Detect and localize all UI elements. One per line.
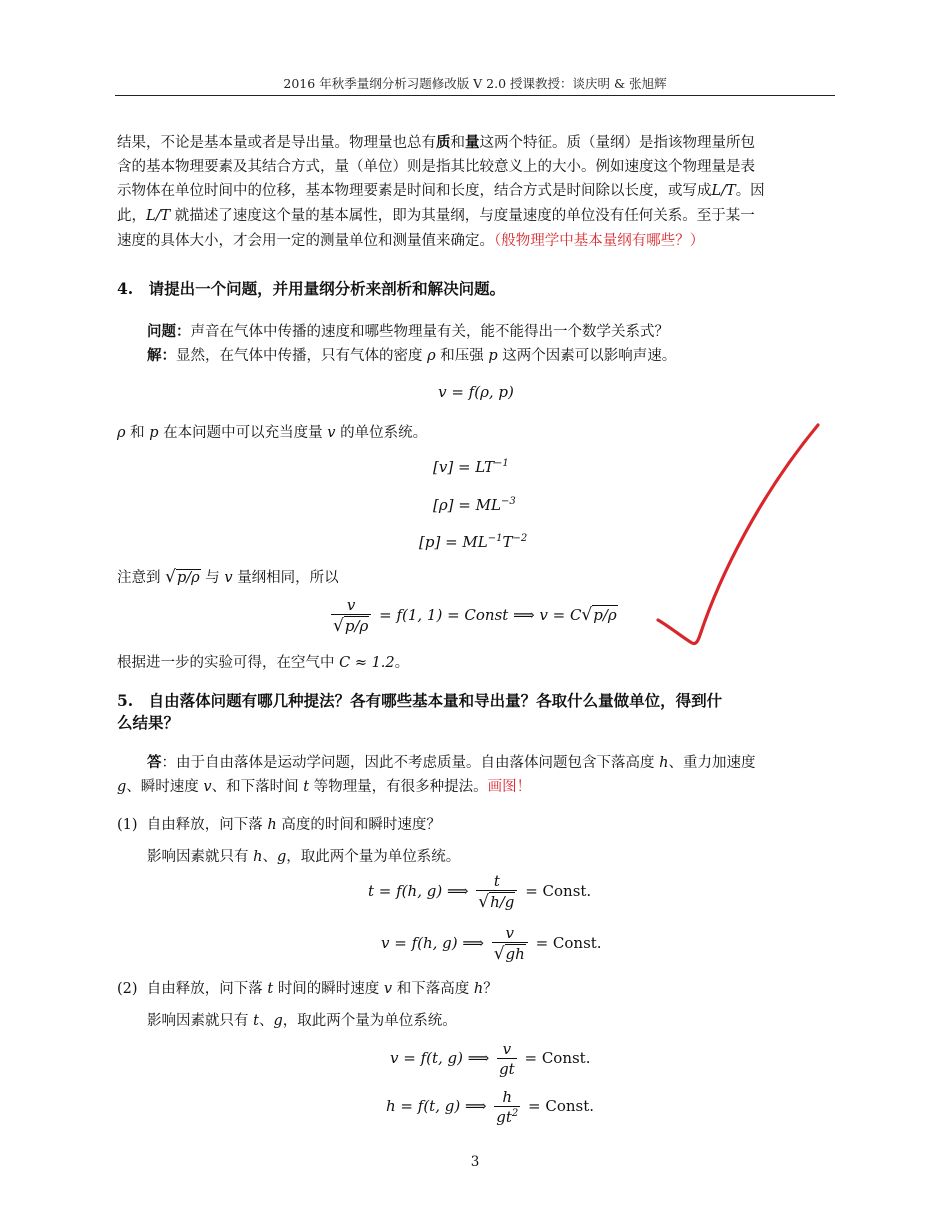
- dimension-v: $[v] = LT^{-1}$: [433, 458, 509, 476]
- item-1-factor-line: 影响因素就只有 h、g，取此两个量为单位系统。: [147, 849, 461, 865]
- dimension-rho: $[\rho] = ML^{-3}$: [433, 496, 516, 514]
- red-annotation-draw-figure: 画图！: [487, 779, 532, 795]
- equation-v-t-g: v = f(t, g) ⟹ $\frac{v}{gt}$ = Const.: [390, 1040, 591, 1078]
- equation-v-h-g: v = f(h, g) ⟹ $\frac{v}{√gh}$ = Const.: [381, 924, 602, 964]
- answer-line-2: g、瞬时速度 v、和下落时间 t 等物理量，有很多种提法。画图！: [117, 779, 532, 795]
- result-line: 根据进一步的实验可得，在空气中 C ≈ 1.2。: [117, 655, 410, 671]
- intro-line-3: 示物体在单位时间中的位移，基本物理要素是时间和长度，结合方式是时间除以长度，或写成L/T。因: [117, 183, 765, 199]
- sqrt-p-over-rho: √p/ρ: [165, 567, 200, 587]
- equation-v-f-rho-p: v = f(ρ, p): [438, 383, 514, 401]
- red-annotation-basic-dimensions: （般物理学中基本量纲有哪些？）: [494, 233, 705, 249]
- intro-line-4: 此，L/T 就描述了速度这个量的基本属性，即为其量纲，与度量速度的单位没有任何关系。至于某一: [117, 208, 755, 224]
- answer-line-1: 答：由于自由落体是运动学问题，因此不考虑质量。自由落体问题包含下落高度 h、重力加速度: [147, 754, 756, 771]
- page-number: 3: [470, 1154, 480, 1170]
- unit-system-line: ρ 和 p 在本问题中可以充当度量 v 的单位系统。: [117, 425, 428, 441]
- question-line: 问题：声音在气体中传播的速度和哪些物理量有关，能不能得出一个数学关系式？: [147, 323, 669, 340]
- intro-line-2: 含的基本物理要素及其结合方式，量（单位）则是指其比较意义上的大小。例如速度这个物理量是表: [117, 159, 755, 175]
- equation-sound-speed: $\frac{v}{√p/\rho}$ = f(1, 1) = Const ⟹ v = C√p/ρ: [333, 596, 617, 636]
- intro-line-1: 结果，不论是基本量或者是导出量。物理量也总有质和量这两个特征。质（量纲）是指该物理量所包: [117, 134, 755, 151]
- solution-line: 解：显然，在气体中传播，只有气体的密度 ρ 和压强 p 这两个因素可以影响声速。: [147, 347, 677, 364]
- dimension-p: $[p] = ML^{-1}T^{-2}$: [419, 533, 528, 551]
- section-4-heading: 4. 请提出一个问题，并用量纲分析来剖析和解决问题。: [117, 279, 506, 298]
- red-checkmark-icon: [640, 415, 840, 655]
- running-head: 2016 年秋季量纲分析习题修改版 V 2.0 授课教授：谈庆明 & 张旭辉: [283, 76, 667, 91]
- note-line: 注意到 √p/ρ 与 v 量纲相同，所以: [117, 567, 339, 587]
- section-5-heading: 5. 自由落体问题有哪几种提法？各有哪些基本量和导出量？各取什么量做单位，得到什 么结果？: [117, 691, 723, 732]
- equation-t-h-g: t = f(h, g) ⟹ $\frac{t}{√h/g}$ = Const.: [368, 872, 592, 912]
- equation-h-t-g: h = f(t, g) ⟹ $\frac{h}{gt^2}$ = Const.: [386, 1088, 595, 1126]
- item-2-factor-line: 影响因素就只有 t、g，取此两个量为单位系统。: [147, 1013, 457, 1029]
- intro-line-5: 速度的具体大小，才会用一定的测量单位和测量值来确定。（般物理学中基本量纲有哪些？）: [117, 233, 705, 249]
- fraction-v-over-sqrt: $\frac{v}{√p/\rho}$: [331, 596, 371, 636]
- item-2-line: (2) 自由释放，问下落 t 时间的瞬时速度 v 和下落高度 h？: [117, 981, 498, 997]
- header-rule: [115, 95, 835, 96]
- item-1-line: (1) 自由释放，问下落 h 高度的时间和瞬时速度？: [117, 817, 441, 833]
